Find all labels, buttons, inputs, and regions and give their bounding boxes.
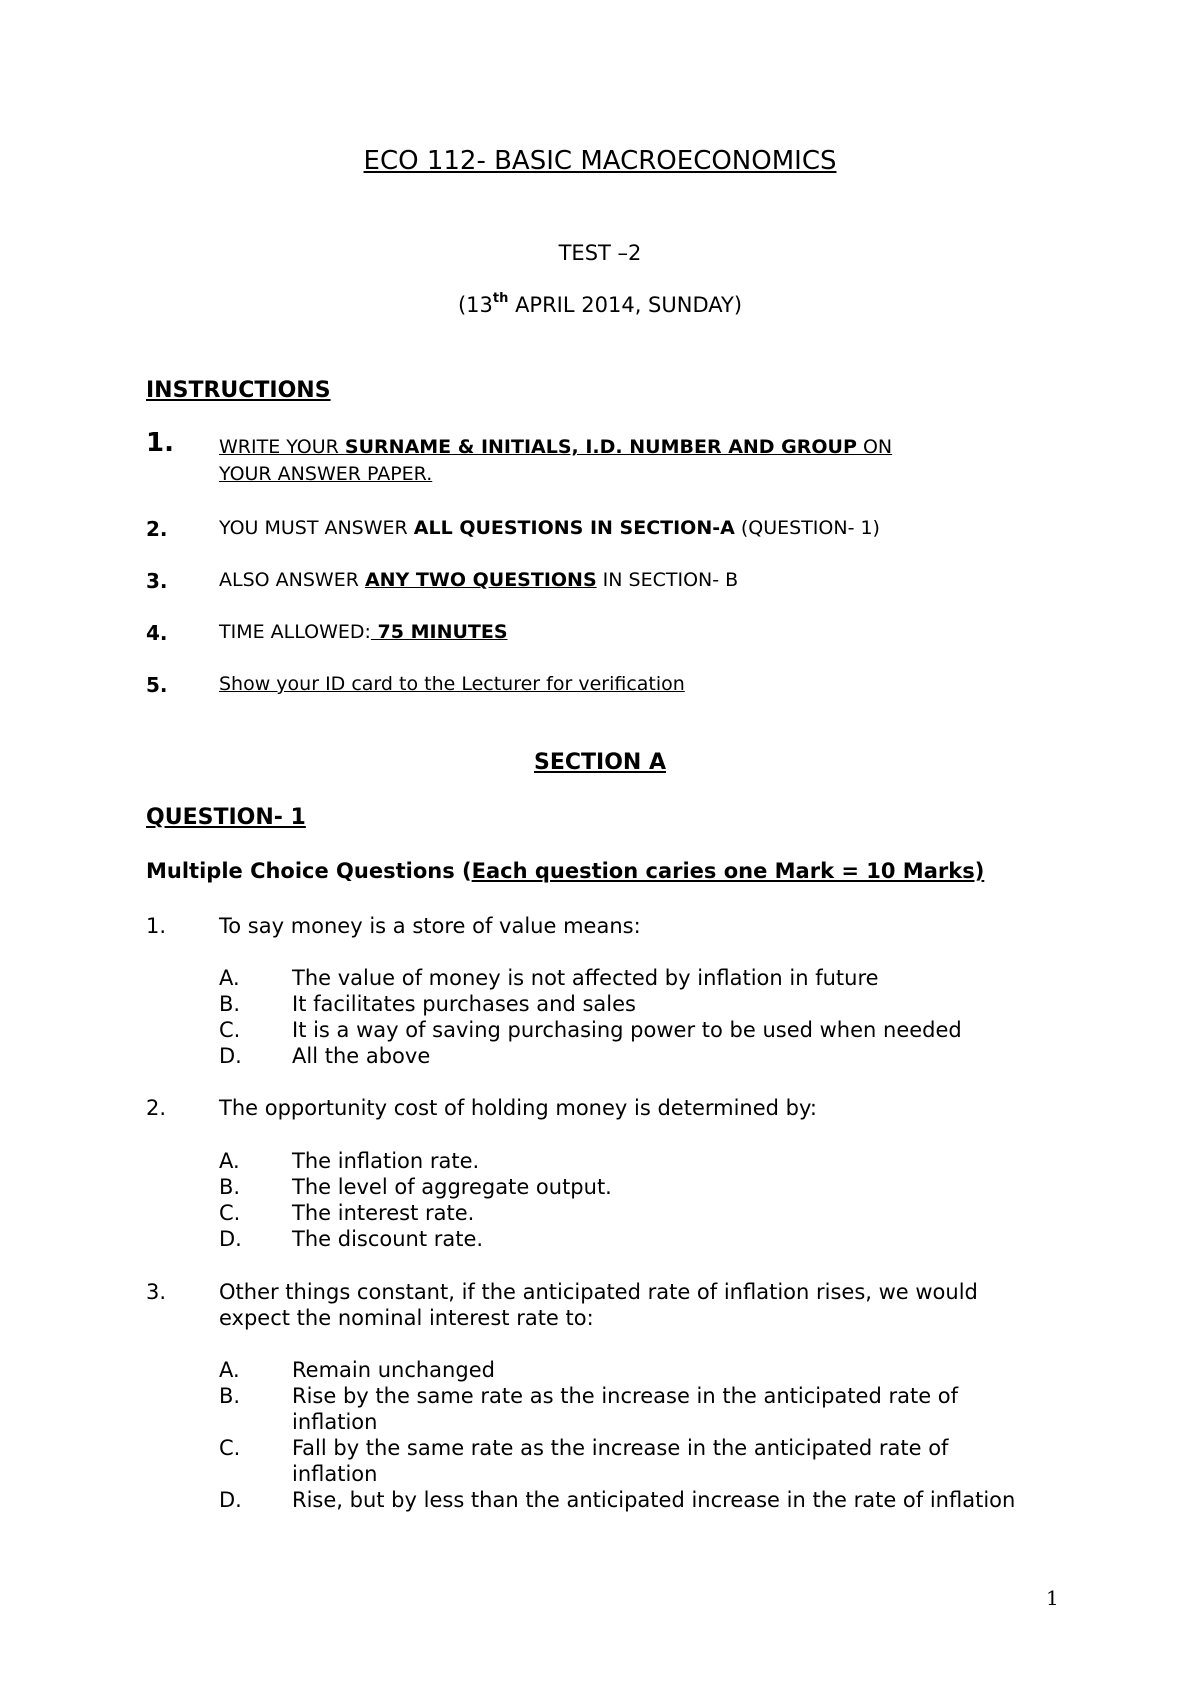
instruction-text-part: WRITE YOUR [219,436,345,458]
instruction-text-part: ON [856,436,893,458]
option-letter: B. [219,1175,241,1199]
instruction-number: 5. [146,673,168,697]
instruction-text-emphasis: SURNAME & INITIALS, I.D. NUMBER AND GROUP [344,436,857,458]
option-letter: D. [219,1044,242,1068]
instruction-text: Show your ID card to the Lecturer for verification [219,673,685,695]
mcq-instructions [146,859,984,883]
instruction-text-part: YOU MUST ANSWER [219,517,414,539]
option-letter: A. [219,1149,240,1173]
instruction-text-part: ALSO ANSWER [219,569,365,591]
instruction-text-emphasis: 75 MINUTES [370,621,508,643]
test-date [0,293,1200,317]
question-number: 1. [146,914,167,938]
question-text: To say money is a store of value means: [219,914,641,938]
mcq-instructions-prefix: Multiple Choice Questions ( [146,859,472,883]
date-prefix: (13 [457,293,493,317]
option-text: The interest rate. [292,1201,475,1225]
option-letter: A. [219,1358,240,1382]
option-letter: C. [219,1018,241,1042]
question-1-heading: QUESTION- 1 [146,805,306,830]
option-letter: C. [219,1436,241,1460]
instruction-text-part: TIME ALLOWED: [219,621,371,643]
course-title: ECO 112- BASIC MACROECONOMICS [363,146,837,176]
instruction-text-emphasis: ANY TWO QUESTIONS [364,569,597,591]
instructions-heading: INSTRUCTIONS [146,378,331,403]
instruction-number: 3. [146,569,168,593]
instruction-number: 4. [146,621,168,645]
option-text-continued: inflation [292,1410,378,1434]
option-letter: D. [219,1227,242,1251]
instruction-text-part: (QUESTION- 1) [734,517,880,539]
instruction-number: 1. [146,428,174,458]
option-text: The level of aggregate output. [292,1175,612,1199]
test-label: TEST –2 [558,241,642,265]
question-text-continued: expect the nominal interest rate to: [219,1306,594,1330]
instruction-text-emphasis: ALL QUESTIONS IN SECTION-A [413,517,735,539]
instruction-text [219,569,738,591]
option-text: Rise, but by less than the anticipated increase in the rate of inflation [292,1488,1016,1512]
option-text-continued: inflation [292,1462,378,1486]
instruction-number: 2. [146,517,168,541]
option-text: Fall by the same rate as the increase in the anticipated rate of [292,1436,949,1460]
instruction-text-continued: YOUR ANSWER PAPER. [219,463,433,485]
instruction-text-part: IN SECTION- B [596,569,739,591]
instruction-text [219,517,880,539]
option-letter: C. [219,1201,241,1225]
option-letter: B. [219,992,241,1016]
question-number: 3. [146,1280,167,1304]
instruction-text [219,436,892,458]
option-letter: B. [219,1384,241,1408]
question-number: 2. [146,1096,167,1120]
option-text: It is a way of saving purchasing power to be used when needed [292,1018,962,1042]
option-letter: D. [219,1488,242,1512]
option-text: Rise by the same rate as the increase in the anticipated rate of [292,1384,959,1408]
option-text: Remain unchanged [292,1358,495,1382]
option-text: The discount rate. [292,1227,484,1251]
option-letter: A. [219,966,240,990]
question-text: Other things constant, if the anticipated rate of inflation rises, we would [219,1280,978,1304]
option-text: The inflation rate. [292,1149,480,1173]
option-text: All the above [292,1044,431,1068]
instruction-text [219,621,508,643]
option-text: The value of money is not affected by inflation in future [292,966,879,990]
page-number: 1 [1046,1586,1059,1610]
mcq-instructions-marks: Each question caries one Mark = 10 Marks) [471,859,985,883]
option-text: It facilitates purchases and sales [292,992,636,1016]
date-suffix: APRIL 2014, SUNDAY) [508,293,743,317]
date-ordinal: th [492,291,509,306]
section-a-heading: SECTION A [533,750,666,775]
question-text: The opportunity cost of holding money is determined by: [219,1096,817,1120]
